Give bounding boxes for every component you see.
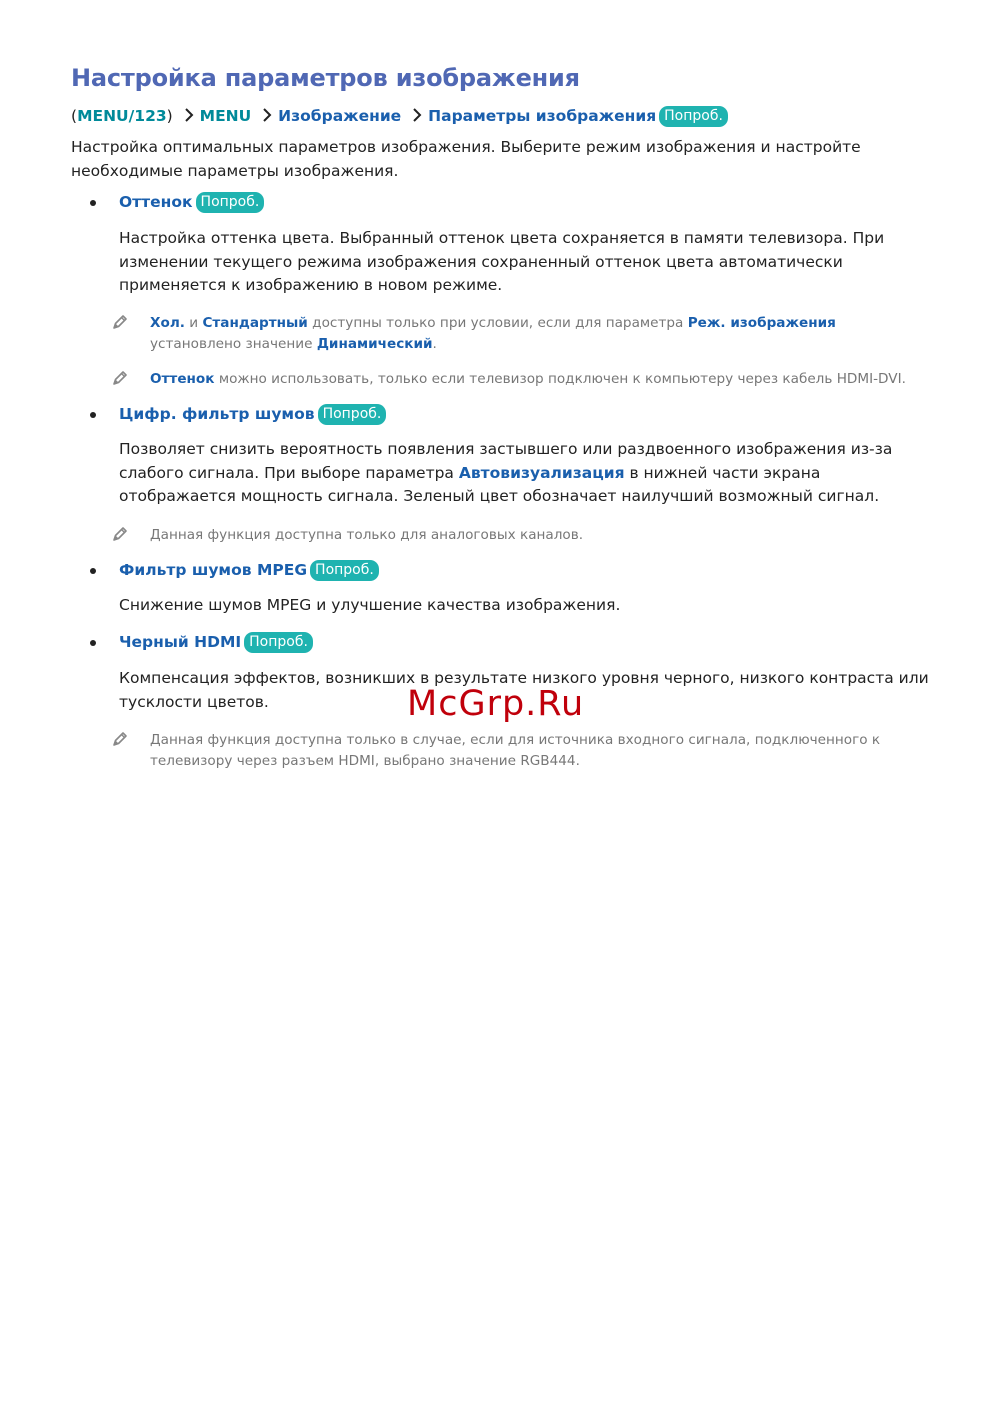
digital-noise-filter-description (119, 438, 939, 509)
section-mpeg-noise-filter-heading (90, 560, 379, 581)
tint-note-1 (111, 313, 911, 355)
breadcrumb-menu123[interactable]: MENU/123 (77, 107, 167, 125)
description-text: в нижней части экрана отображается мощность сигнала. Зеленый цвет обозначает наилучший возможный сигнал. (119, 463, 880, 505)
chevron-right-icon (184, 108, 194, 122)
note-text: и (184, 315, 203, 331)
hdmi-black-level-link[interactable]: Черный HDMI (119, 633, 242, 651)
section-digital-noise-filter-heading (90, 404, 386, 425)
hdmi-black-level-note (111, 730, 911, 772)
note-link-standard[interactable]: Стандартный (202, 315, 308, 331)
tint-description: Настройка оттенка цвета. Выбранный оттенок цвета сохраняется в памяти телевизора. При изменении текущего режима изображения сохраненный оттенок цвета автоматически применяется к изображению в новом режиме. (119, 229, 885, 294)
digital-noise-filter-try-now-button[interactable]: Попроб. (318, 404, 387, 425)
note-text: Данная функция доступна только для аналоговых каналов. (150, 527, 584, 543)
breadcrumb-picture-options[interactable]: Параметры изображения (428, 107, 657, 125)
breadcrumb-open-paren: ( (71, 107, 78, 125)
pencil-note-icon (111, 730, 129, 748)
bullet-icon (90, 640, 96, 646)
note-text: . (432, 336, 437, 352)
breadcrumb-menu[interactable]: MENU (199, 107, 252, 125)
section-tint-heading (90, 192, 264, 213)
note-link-tint[interactable]: Оттенок (150, 371, 215, 387)
watermark: McGrp.Ru (407, 684, 585, 724)
mpeg-noise-filter-try-now-button[interactable]: Попроб. (310, 560, 379, 581)
pencil-note-icon (111, 369, 129, 387)
hdmi-black-level-description: Компенсация эффектов, возникших в результате низкого уровня черного, низкого контраста или тусклости цветов. (119, 669, 929, 711)
breadcrumb-close-paren: ) (166, 107, 173, 125)
note-link-dynamic[interactable]: Динамический (316, 336, 433, 352)
note-link-picture-mode[interactable]: Реж. изображения (687, 315, 836, 331)
try-now-button[interactable]: Попроб. (659, 106, 728, 127)
chevron-right-icon (412, 108, 422, 122)
note-text: доступны только при условии, если для параметра (307, 315, 688, 331)
pencil-note-icon (111, 525, 129, 543)
breadcrumb-picture[interactable]: Изображение (278, 107, 402, 125)
tint-try-now-button[interactable]: Попроб. (196, 192, 265, 213)
bullet-icon (90, 568, 96, 574)
pencil-note-icon (111, 313, 129, 331)
bullet-icon (90, 200, 96, 206)
page-title: Настройка параметров изображения (71, 64, 580, 92)
digital-noise-filter-link[interactable]: Цифр. фильтр шумов (119, 405, 315, 423)
breadcrumb (71, 106, 728, 127)
digital-noise-filter-note (111, 525, 911, 546)
tint-note-2 (111, 369, 911, 390)
note-text: можно использовать, только если телевизор подключен к компьютеру через кабель HDMI-DVI. (214, 371, 906, 387)
mpeg-noise-filter-description: Снижение шумов MPEG и улучшение качества изображения. (119, 596, 621, 614)
hdmi-black-level-try-now-button[interactable]: Попроб. (244, 632, 313, 653)
note-link-cool[interactable]: Хол. (150, 315, 185, 331)
tint-link[interactable]: Оттенок (119, 193, 193, 211)
auto-visualization-link[interactable]: Автовизуализация (458, 463, 625, 482)
bullet-icon (90, 412, 96, 418)
intro-paragraph: Настройка оптимальных параметров изображения. Выберите режим изображения и настройте необходимые параметры изображения. (71, 138, 861, 180)
note-text: установлено значение (150, 336, 317, 352)
mpeg-noise-filter-link[interactable]: Фильтр шумов MPEG (119, 561, 308, 579)
note-text: Данная функция доступна только в случае, если для источника входного сигнала, подключенного к телевизору через разъем HDMI, выбрано значение RGB444. (150, 732, 881, 769)
chevron-right-icon (262, 108, 272, 122)
section-hdmi-black-level-heading (90, 632, 313, 653)
description-text: Позволяет снизить вероятность появления застывшего или раздвоенного изображения из-за слабого сигнала. При выборе параметра (119, 440, 893, 482)
